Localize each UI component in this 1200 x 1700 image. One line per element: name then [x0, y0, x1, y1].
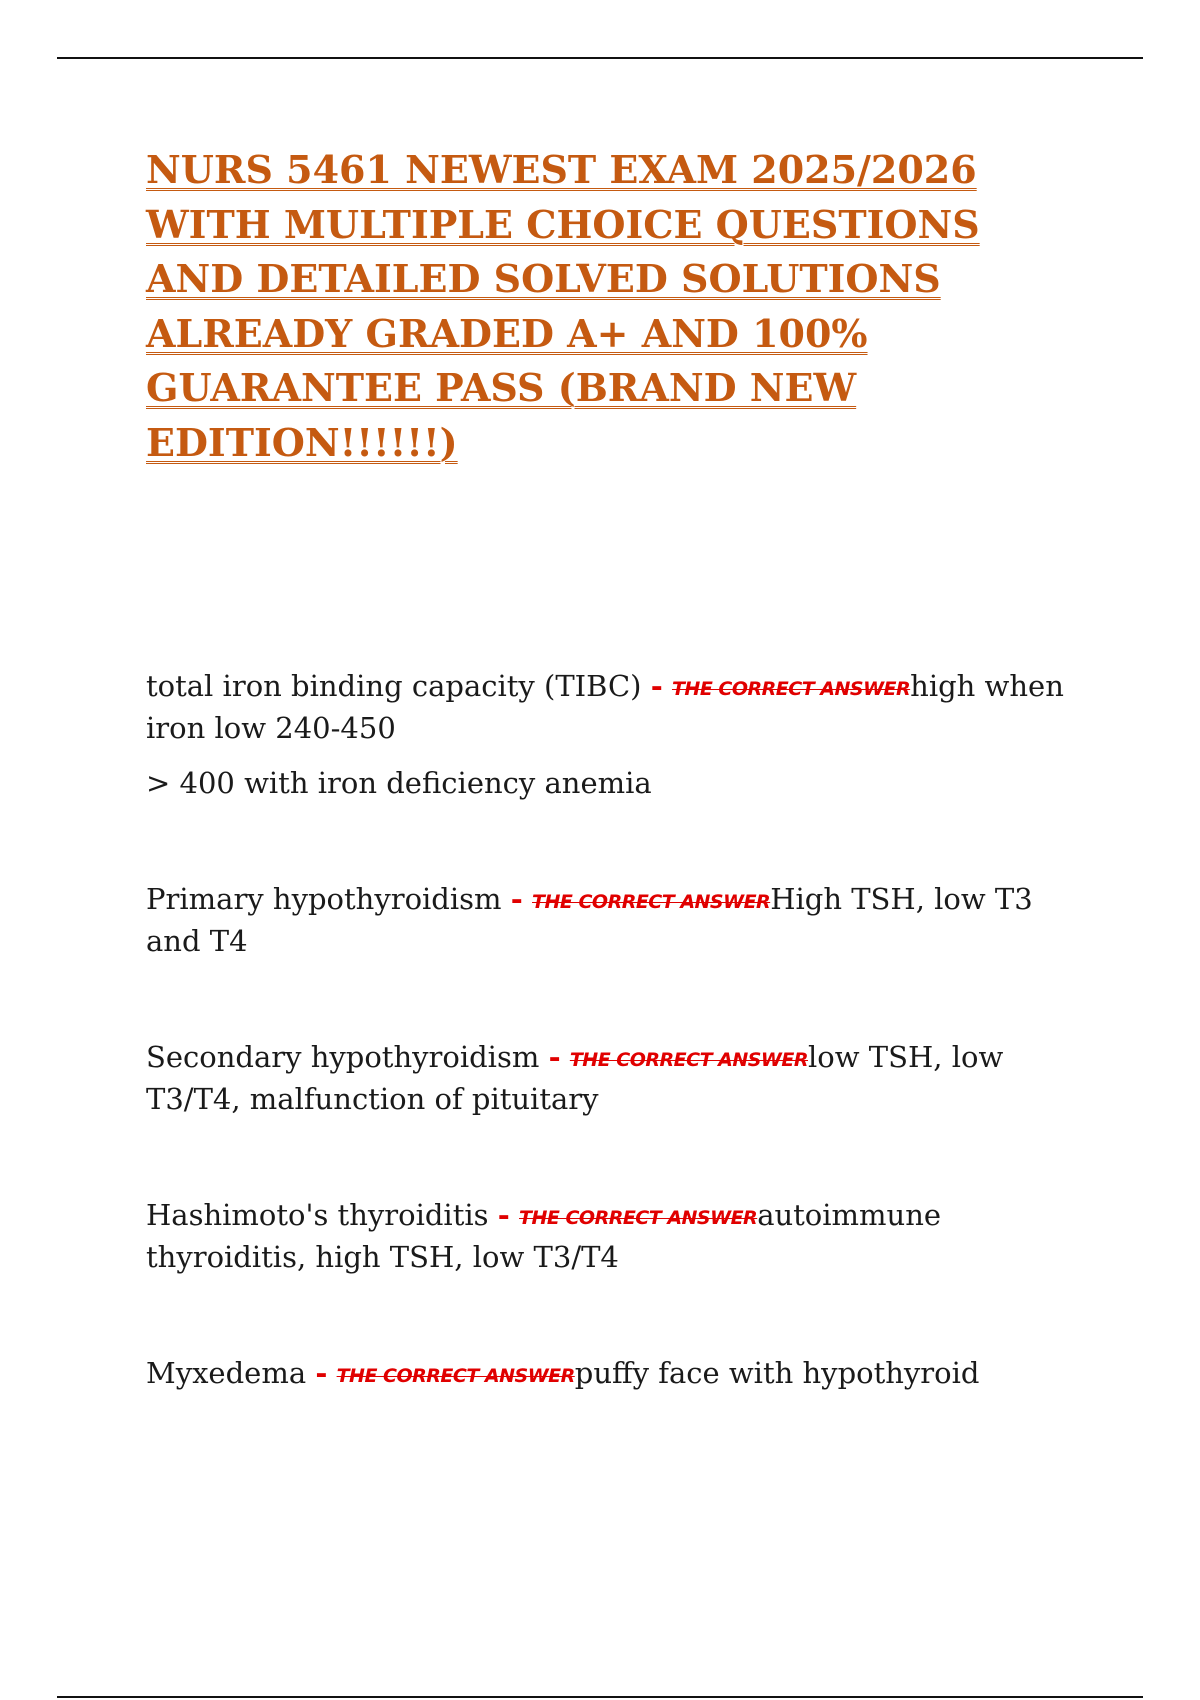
answer-separator: -: [315, 1356, 328, 1390]
list-item-hashimotos-thyroiditis: [146, 1196, 1066, 1277]
correct-answer-tag: THE CORRECT ANSWER: [336, 1365, 575, 1387]
entry-term: Myxedema: [146, 1356, 307, 1390]
document-title: NURS 5461 NEWEST EXAM 2025/2026 WITH MULTIPLE CHOICE QUESTIONS AND DETAILED SOLVED SOLUTIONS ALREADY GRADED A+ AND 100% GUARANTEE PASS (BRAND NEW EDITION!!!!!!): [146, 147, 980, 465]
bottom-rule: [57, 1696, 1143, 1698]
entry-term: Secondary hypothyroidism: [146, 1040, 540, 1074]
entry-answer: puffy face with hypothyroid: [574, 1356, 980, 1390]
list-item-tibc: [146, 667, 1066, 803]
entry-line: [146, 667, 1066, 748]
entry-answer: autoimmune thyroiditis, high TSH, low T3/T4: [146, 1198, 942, 1274]
entry-term: Primary hypothyroidism: [146, 882, 502, 916]
entry-answer: High TSH, low T3 and T4: [146, 882, 1033, 958]
entry-answer: low TSH, low T3/T4, malfunction of pituitary: [146, 1040, 1004, 1116]
list-item-secondary-hypothyroidism: [146, 1038, 1066, 1119]
entry-term: total iron binding capacity (TIBC): [146, 669, 642, 703]
entry-term: Hashimoto's thyroiditis: [146, 1198, 489, 1232]
top-rule: [57, 57, 1143, 59]
list-item-primary-hypothyroidism: [146, 880, 1066, 961]
correct-answer-tag: THE CORRECT ANSWER: [569, 1049, 808, 1071]
question-list: [146, 667, 1066, 1396]
answer-separator: -: [650, 669, 663, 703]
answer-separator: -: [497, 1198, 510, 1232]
answer-separator: -: [510, 882, 523, 916]
correct-answer-tag: THE CORRECT ANSWER: [519, 1207, 758, 1229]
entry-answer: high when iron low 240-450: [146, 669, 1064, 745]
entry-note: > 400 with iron deficiency anemia: [146, 766, 652, 800]
answer-separator: -: [548, 1040, 561, 1074]
correct-answer-tag: THE CORRECT ANSWER: [532, 891, 771, 913]
correct-answer-tag: THE CORRECT ANSWER: [671, 678, 911, 700]
list-item-myxedema: [146, 1354, 1066, 1396]
